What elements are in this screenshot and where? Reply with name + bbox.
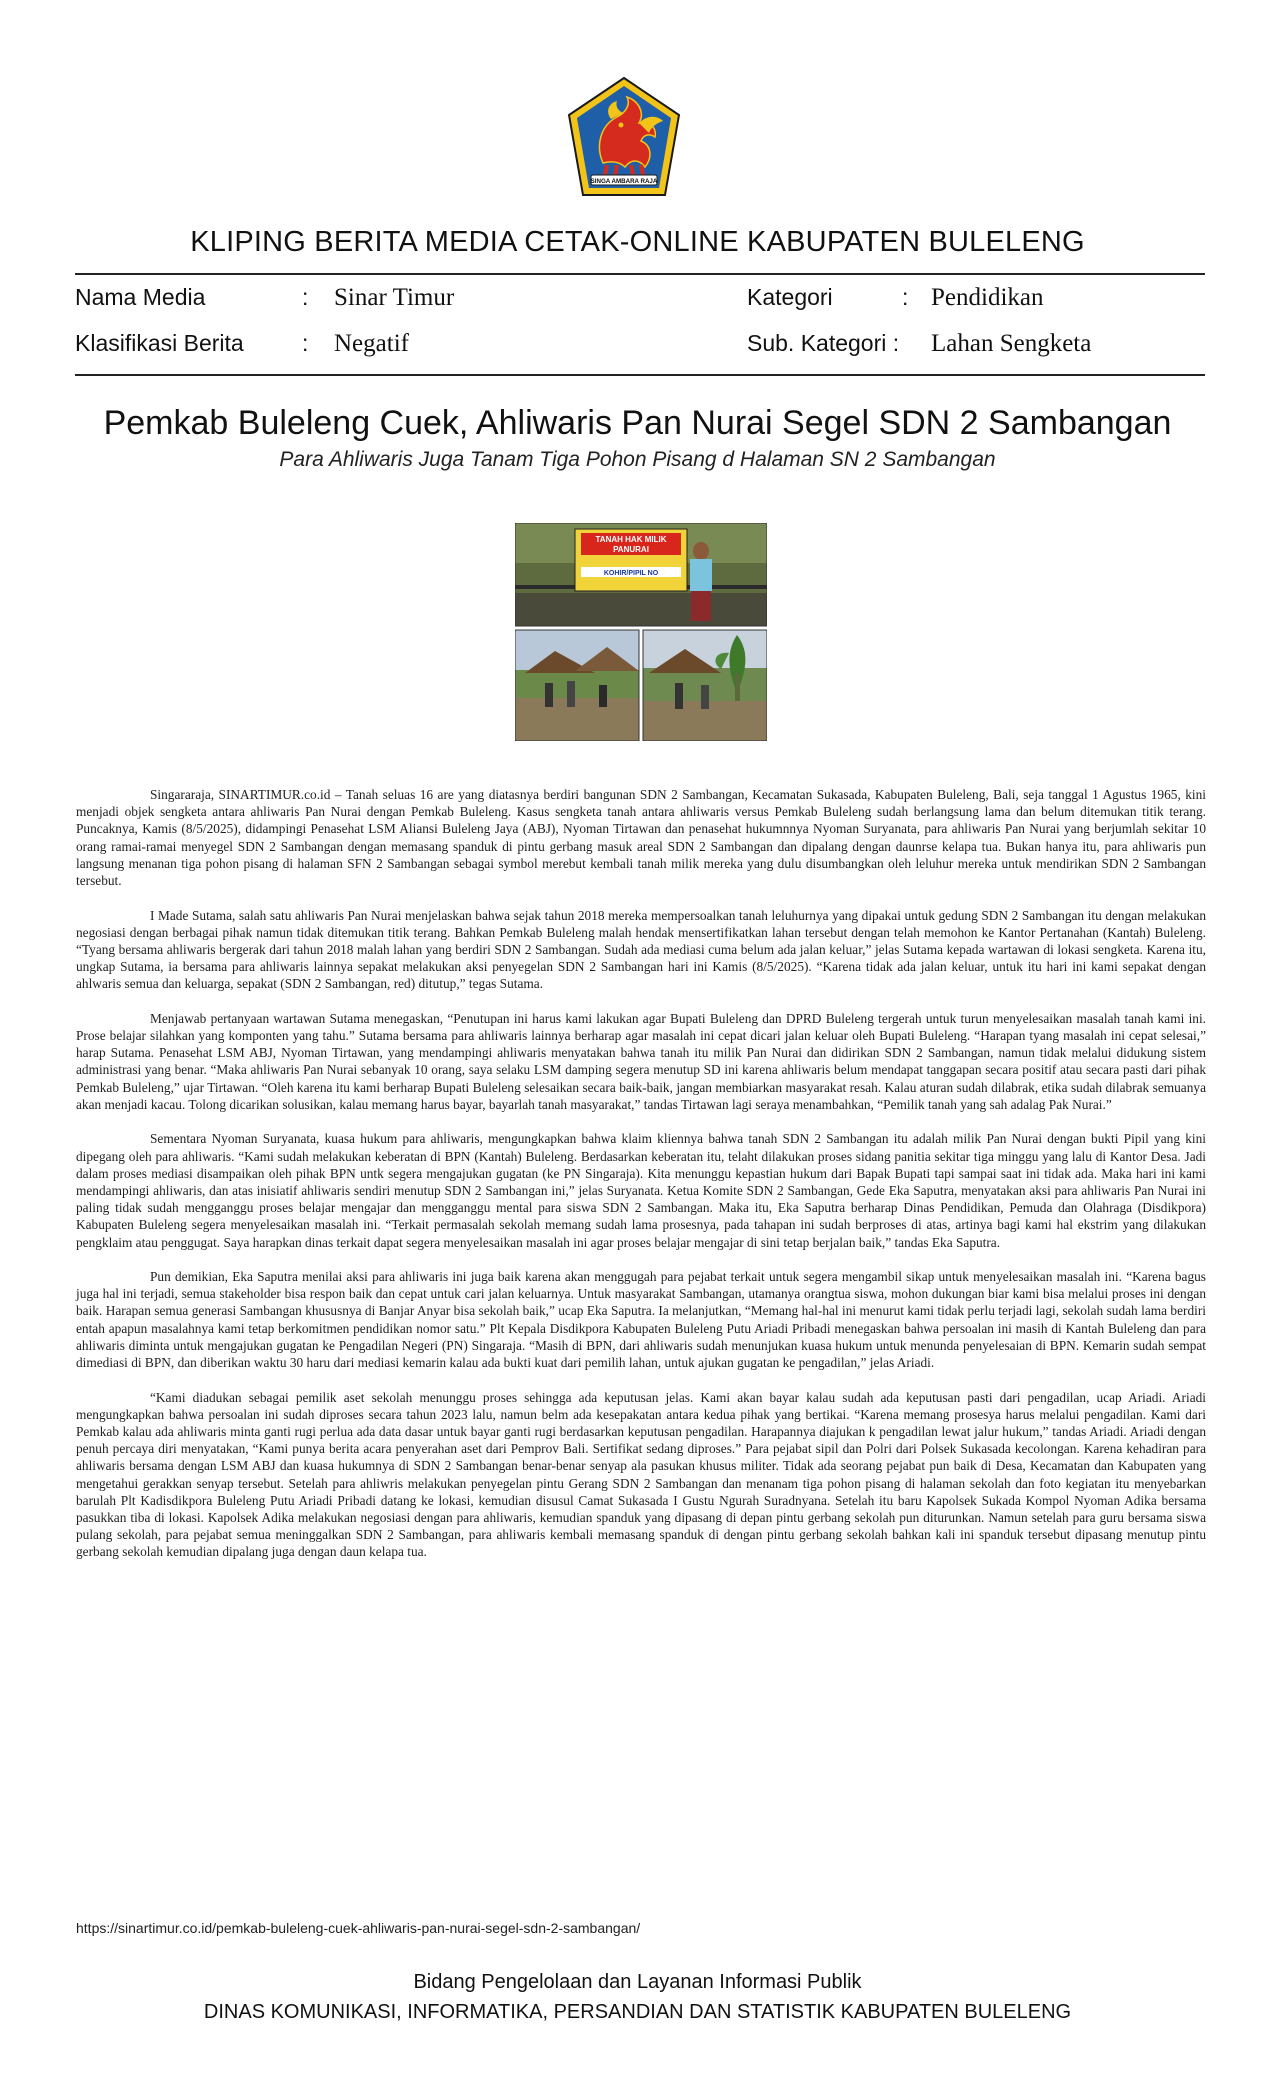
photo-bottom-left — [515, 630, 639, 741]
footer-division: Bidang Pengelolaan dan Layanan Informasi Publik — [413, 1971, 862, 1993]
article-photo-collage — [515, 523, 767, 741]
banner-text-line1: TANAH HAK MILIK — [595, 535, 667, 544]
article-paragraph: Menjawab pertanyaan wartawan Sutama menegaskan, “Penutupan ini harus kami lakukan agar Bupati Buleleng dan DPRD Buleleng tergerah untuk turun menyelesaikan masalah tanah kami ini. Prose belajar silahkan yang komponten yang tahu.” Sutama bersama para ahliwaris lainnya berharap agar masalah ini cepat dicari jalan keluar oleh Bupati Buleleng. “Harapan tyang masalah ini cepat selesai,” harap Sutama. Penasehat LSM ABJ, Nyoman Tirtawan, yang mendampingi ahliwaris menyatakan bahwa tanah itu milik Pan Nurai dan didirikan SDN 2 Sambangan, namun tidak melalui didukung sistem administrasi yang benar. “Maka ahliwaris Pan Nurai sebanyak 10 orang, saya selaku LSM damping segera menutup SD ini karena ahliwaris belum mendapat tanggapan secara positif atau secara pasti dari pihak Pemkab Buleleng,” ujar Tirtawan. “Oleh karena itu kami berharap Bupati Buleleng selesaikan secara baik-baik, jangan membiarkan masyarakat resah. Kalau aturan sudah dilabrak, etika sudah dilabrak semuanya akan menjadi kacau. Tolong dicarikan solusikan, kalau memang harus bayar, bayarlah tanah masyarakat,” tandas Tirtawan lagi seraya menambahkan, “Pemilik tanah yang sah adalag Pak Nurai.” — [76, 1010, 1206, 1112]
header-rule-bottom — [75, 374, 1205, 376]
subkategori-label: Sub. Kategori : — [747, 330, 900, 356]
source-link[interactable]: https://sinartimur.co.id/pemkab-buleleng-cuek-ahliwaris-pan-nurai-segel-sdn-2-sambangan/ — [76, 1920, 641, 1936]
photo-top — [515, 523, 767, 626]
clipping-title: KLIPING BERITA MEDIA CETAK-ONLINE KABUPATEN BULELENG — [190, 226, 1085, 258]
article-paragraph: Singararaja, SINARTIMUR.co.id – Tanah seluas 16 are yang diatasnya berdiri bangunan SDN 2 Sambangan, Kecamatan Sukasada, Kabupaten Buleleng, Bali, seja tanggal 1 Agustus 1965, kini menjadi objek sengketa antara ahliwaris Pan Nurai dengan Pemkab Buleleng. Kasus sengketa tanah antara ahliwaris versus Pemkab Buleleng sudah berlangsung lama dan belum ditemukan titik terang. Puncaknya, Kamis (8/5/2025), didampingi Penasehat LSM Aliansi Buleleng Jaya (ABJ), Nyoman Tirtawan dan penasehat hukumnnya Nyoman Suryanata, para ahliwaris Pan Nurai yang berjumlah sekitar 10 orang ramai-ramai menyegel SDN 2 Sambangan dengan memasang spanduk di pintu gerbang masuk areal SDN 2 Sambangan dan dipalang dengan daunrse kelapa tua. Bukan hanya itu, para ahliwaris pun langsung menanan tiga pohon pisang di halaman SFN 2 Sambangan sebagai symbol merebut kembali tanah milik mereka yang dulu disumbangkan oleh leluhur mereka untuk mendirikan SDN 2 Sambangan tersebut. — [76, 787, 1206, 889]
kategori-colon: : — [902, 284, 909, 310]
article-paragraph: Sementara Nyoman Suryanata, kuasa hukum para ahliwaris, mengungkapkan bahwa klaim kliennya bahwa tanah SDN 2 Sambangan itu adalah milik Pan Nurai dengan bukti Pipil yang kini dipegang oleh para ahliwaris. “Kami sudah melakukan keberatan di BPN (Kantah) Buleleng. Berdasarkan keberatan itu, telaht dilakukan proses sidang panitia sekitar tiga minggu yang lalu di Kantor Desa. Jadi dalam proses mediasi disampaikan oleh pihak BPN untk segera mengajukan gugatan (ke PN Singaraja). Kita menunggu kepastian hukum dari Bapak Bupati tapi sampai saat ini tidak ada. Maka hari ini kami mendampingi ahliwaris, dan atas inisiatif ahliwaris sendiri menutup SDN 2 Sambangan ini,” jelas Suryanata. Ketua Komite SDN 2 Sambangan, Gede Eka Saputra, menyatakan aksi para ahliwaris Pan Nurai ini paling tidak sudah mengganggu proses belajar mengajar dan mengganggu mental para siswa SDN 2 Sambangan. Maka itu, Eka Saputra berharap Dinas Pendidikan, Pemuda dan Olahraga (Disdikpora) Kabupaten Buleleng segera menyelesaikan masalah ini. “Terkait permasalah sekolah memang sudah lama prosesnya, pada tahapan ini sudah berproses di atas, artinya bagi kami hal ekstrim yang dilakukan pengklaim atau penggugat. Saya harapkan dinas terkait dapat segera menyelesaikan masalah ini agar proses belajar mengajar di sini tetap berjalan baik,” tandas Eka Saputra. — [76, 1131, 1206, 1250]
article-subheadline: Para Ahliwaris Juga Tanam Tiga Pohon Pisang d Halaman SN 2 Sambangan — [279, 448, 996, 471]
subkategori-value: Lahan Sengketa — [931, 330, 1092, 357]
kategori-value: Pendidikan — [931, 284, 1044, 311]
media-colon: : — [302, 284, 309, 310]
logo-caption: SINGA AMBARA RAJA — [590, 178, 658, 185]
photo-bottom-right — [643, 630, 767, 741]
media-label: Nama Media — [75, 284, 206, 310]
article-body — [76, 786, 1206, 1578]
article-paragraph: Pun demikian, Eka Saputra menilai aksi para ahliwaris ini juga baik karena akan menggugah para pejabat terkait untuk segera mengambil sikap untuk menyelesaikan masalah ini. “Karena bagus juga hal ini terjadi, semua stakeholder bisa respon baik dan cepat untuk cari jalan keluarnya. Untuk masyarakat Sambangan, utamanya orangtua siswa, mohon dukungan biar kami bisa melalui proses ini dengan baik. Harapan semua generasi Sambangan khususnya di Banjar Anyar bisa sekolah baik,” ucap Eka Saputra. Ia melanjutkan, “Memang hal-hal ini menurut kami tidak perlu terjadi lagi, sekolah sudah lama berdiri entah apapun masalahnya kami tetap berkomitmen pendidikan nomor satu.” Plt Kepala Disdikpora Kabupaten Buleleng Putu Ariadi Pribadi menegaskan bahwa persoalan ini masih di Kantah Buleleng dan para ahliwaris diminta untuk mengajukan gugatan ke Pengadilan Negeri (PN) Singaraja. “Masih di BPN, dari ahliwaris sudah menunjukan kuasa hukum untuk menunda penyelesaian di BPN. Kemarin sudah sempat dimediasi di BPN, dan diberikan waktu 30 haru dari mediasi kemarin kalau ada bukti kuat dari pemilih lahan, untuk ajukan gugatan ke pengadilan,” jelas Ariadi. — [76, 1269, 1206, 1371]
klasifikasi-label: Klasifikasi Berita — [75, 330, 244, 356]
footer-agency: DINAS KOMUNIKASI, INFORMATIKA, PERSANDIAN DAN STATISTIK KABUPATEN BULELENG — [203, 2001, 1072, 2023]
media-value: Sinar Timur — [334, 284, 455, 311]
header-rule-top — [75, 273, 1205, 275]
klasifikasi-value: Negatif — [334, 330, 409, 357]
banner-text-line2: PANURAI — [613, 545, 649, 554]
article-paragraph: “Kami diadukan sebagai pemilik aset sekolah menunggu proses sehingga ada keputusan jelas. Kami akan bayar kalau sudah ada keputusan pasti dari pengadilan, ucap Ariadi. Ariadi mengungkapkan bahwa persoalan ini sudah diproses secara tahun 2023 lalu, namun belm ada kesepakatan antara kedua pihak yang bertikai. “Karena memang prosesya harus melalui pengadilan. Kami dari Pemkab kalau ada ahliwaris minta ganti rugi perlua ada data dasar untuk bayar ganti rugi berdasarkan keputusan pengadilan. Harapannya diajukan k pengadilan lewat jalur hukum,” tandas Ariadi. Ariadi dengan penuh percaya diri menyatakan, “Kami punya berita acara penyerahan aset dari Pemprov Bali. Sertifikat sedang diproses.” Para pejabat sipil dan Polri dari Polsek Sukasada kecolongan. Karena kehadiran para ahliwaris bersama dengan LSM ABJ dan kuasa hukumnya di SDN 2 Sambangan benar-benar senyap ala pasukan khusus militer. Tidak ada seorang pejabat pun baik di Desa, Kecamatan dan Kabupaten yang mengetahui gerakkan senyap tersebut. Setelah para ahliwris melakukan penyegelan pintu Gerang SDN 2 Sambangan dan menanam tiga pohon pisang di halaman sekolah dan foto kegiatan itu menyebarkan barulah Plt Kadisdikpora Buleleng Putu Ariadi Pribadi datang ke lokasi, kemudian disusul Camat Sukasada I Gustu Ngurah Suradnyana. Setelah itu baru Kapolsek Sukada Kompol Nyoman Adika bersama pasukkan tiba di lokasi. Kapolsek Adika melakukan negosiasi dengan para ahliwaris, kemudian spanduk yang dipasang di depan pintu gerbang sekolah pun diturunkan. Namun setelah para guru bersama siswa pulang sekolah, para pejabat semua meninggalkan SDN 2 Sambangan, para ahliwaris kembali memasang spanduk di dengan pintu gerbang sekolah bahkan kali ini spanduk tersebut dipasang menutup pintu gerbang sekolah kemudian dipalang juga dengan daun kelapa tua. — [76, 1389, 1206, 1560]
article-paragraph: I Made Sutama, salah satu ahliwaris Pan Nurai menjelaskan bahwa sejak tahun 2018 mereka mempersoalkan tanah leluhurnya yang dipakai untuk gedung SDN 2 Sambangan itu dengan melakukan negosiasi dengan berbagai pihak namun tidak ditemukan titik terang. Bahkan Pemkab Buleleng malah hendak mensertifikatkan lahan tersebut dengan telah memohon ke Kantor Pertanahan (Kantah) Buleleng. “Tyang bersama ahliwaris bergerak dari tahun 2018 malah lahan yang berdiri SDN 2 Sambangan. Sudah ada mediasi cuma belum ada jalan keluar,” jelas Sutama kepada wartawan di lokasi sengketa. Karena itu, ungkap Sutama, ia bersama para ahliwaris lainnya sepakat melakukan aksi penyegelan SDN 2 Sambangan hari ini Kamis (8/5/2025). “Karena tidak ada jalan keluar, untuk itu hari ini kami sepakat dengan ahlwaris semua dan keluarga, sepakat (SDN 2 Sambangan, red) ditutup,” tegas Sutama. — [76, 907, 1206, 992]
kategori-label: Kategori — [747, 284, 833, 310]
buleleng-regency-crest-icon — [565, 75, 683, 200]
klasifikasi-colon: : — [302, 330, 309, 356]
banner-text-line3: KOHIR/PIPIL NO — [603, 570, 659, 577]
article-headline: Pemkab Buleleng Cuek, Ahliwaris Pan Nurai Segel SDN 2 Sambangan — [103, 404, 1172, 442]
